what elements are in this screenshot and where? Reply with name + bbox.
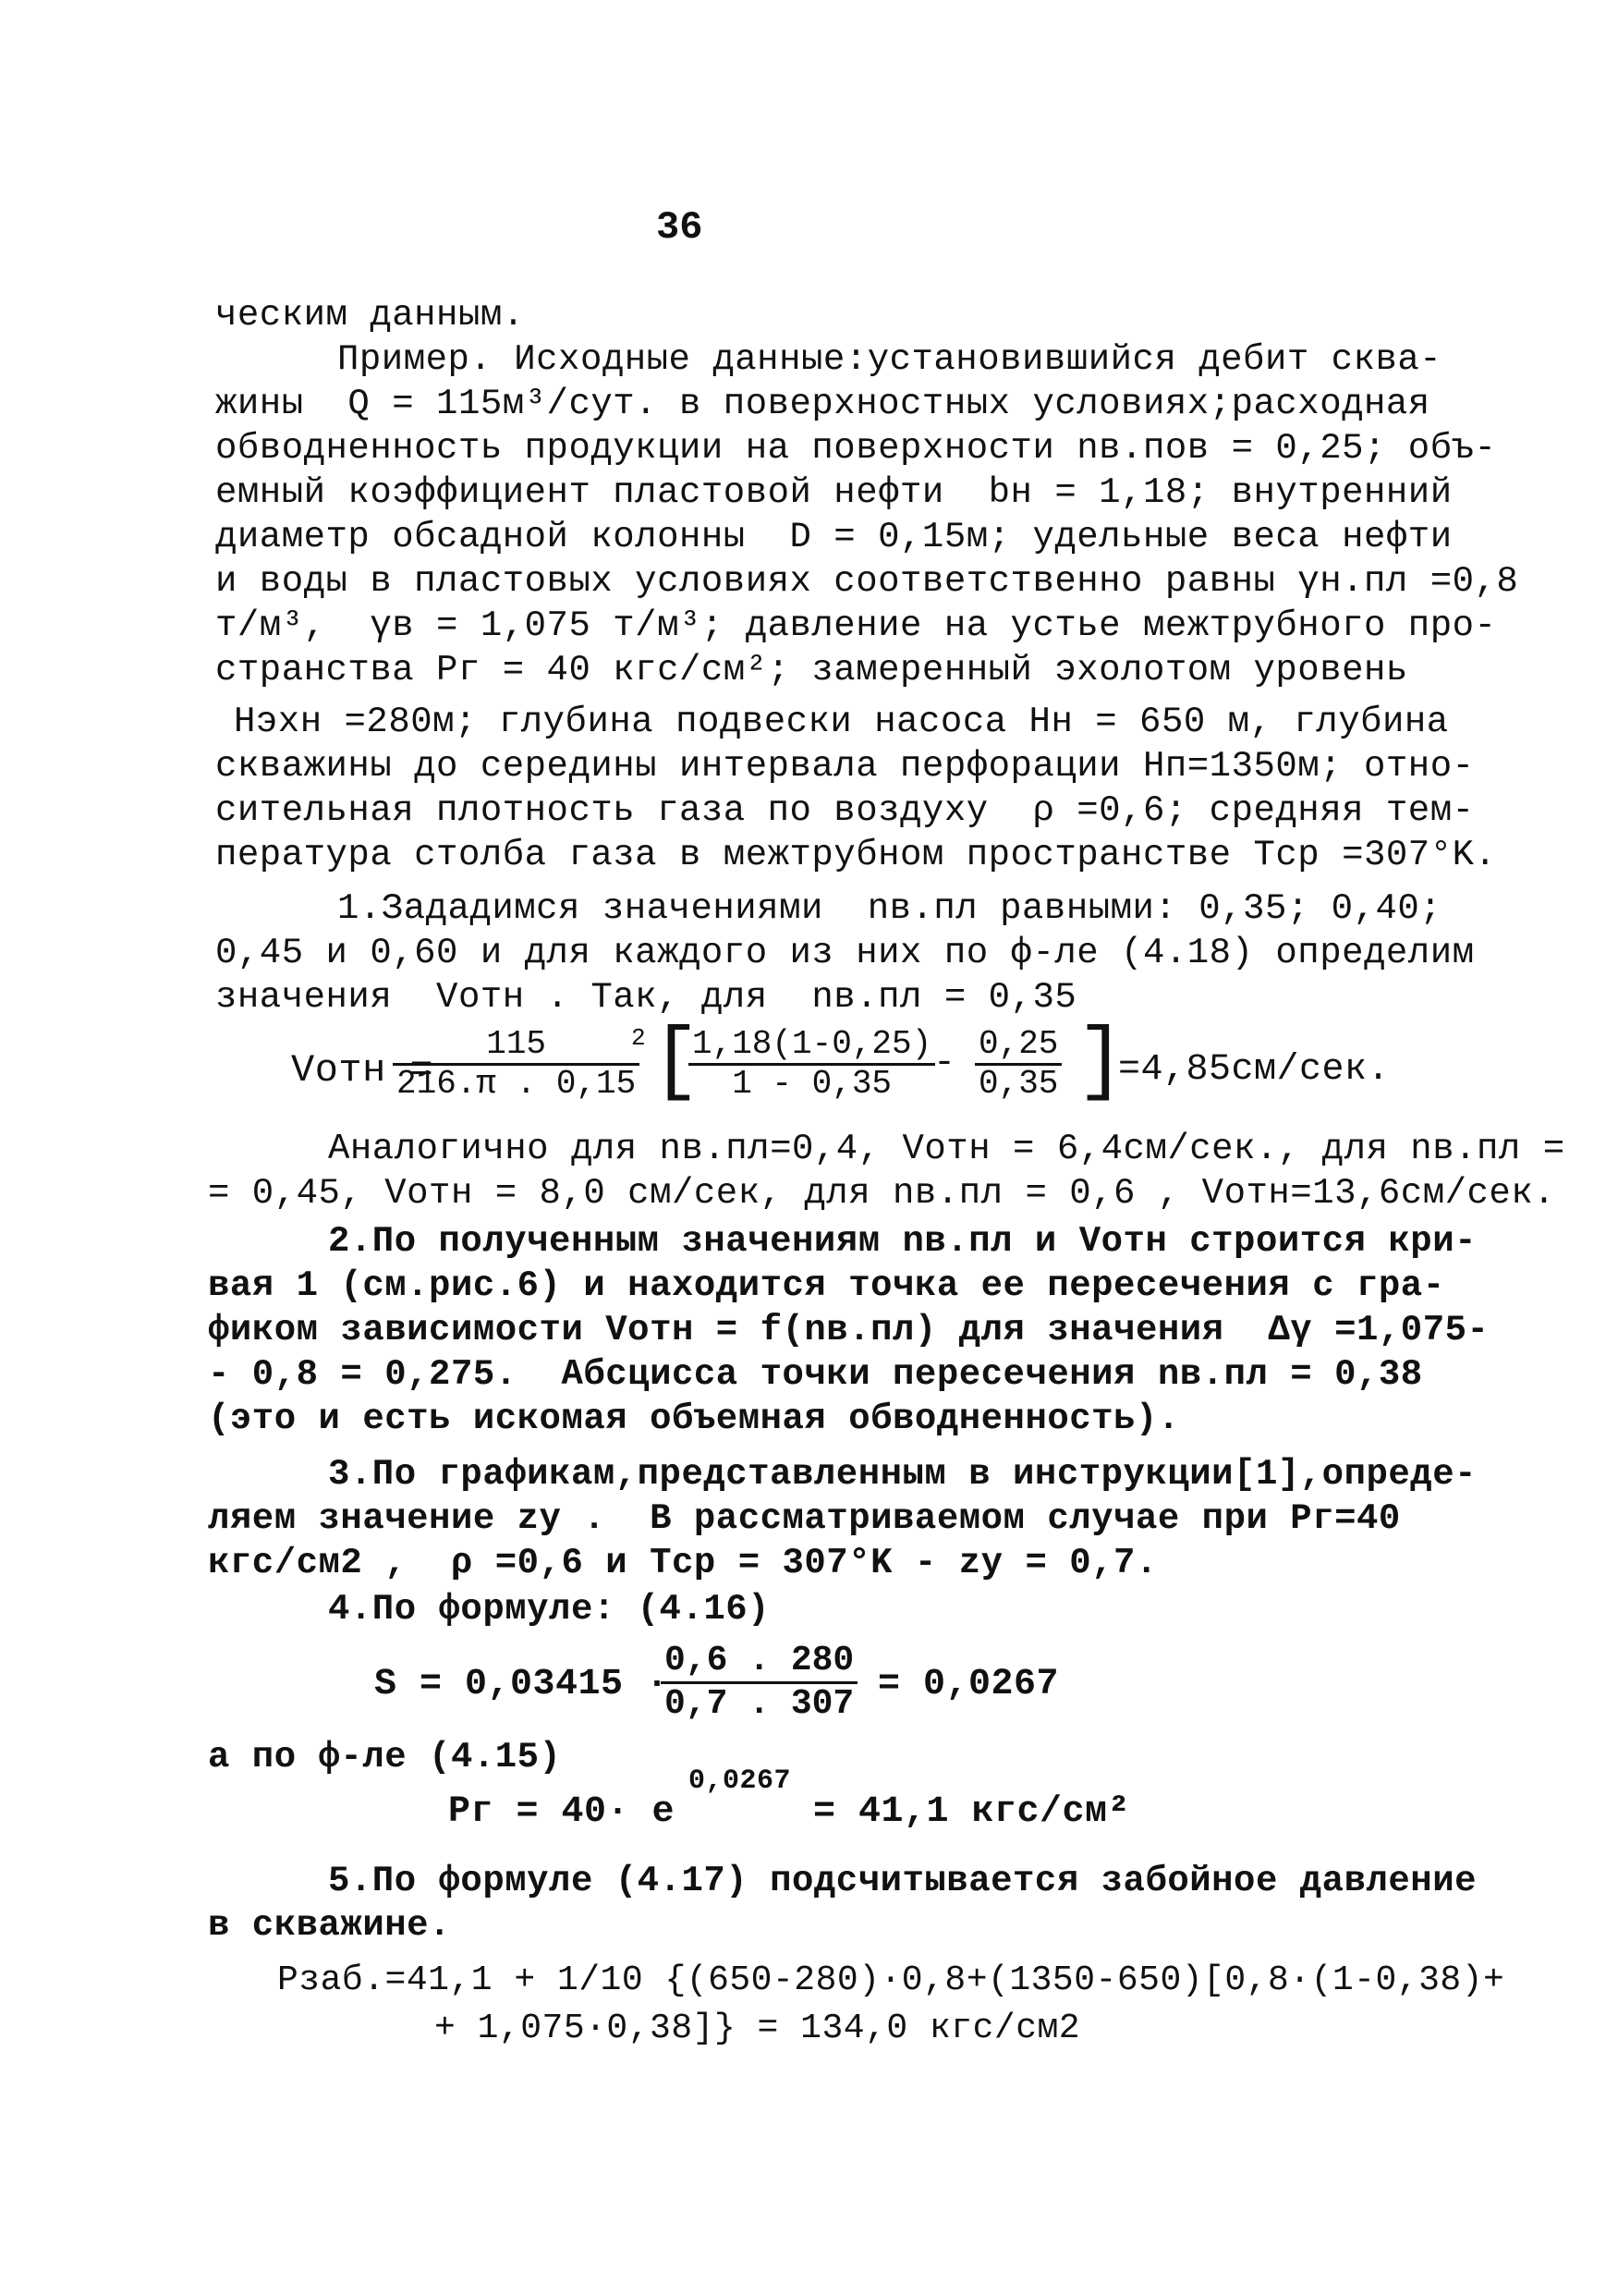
text-line: 5.По формуле (4.17) подсчитывается забойное давление	[328, 1861, 1477, 1901]
formula-s-fraction	[661, 1641, 858, 1725]
text-line: - 0,8 = 0,275. Абсцисса точки пересечения nв.пл = 0,38	[208, 1354, 1423, 1395]
formula-vrel-minus: -	[933, 1043, 956, 1084]
formula-vrel-result: =4,85см/сек.	[1118, 1049, 1391, 1091]
fraction-denominator: 216.π . 0,15	[396, 1065, 637, 1103]
text-line: (это и есть искомая объемная обводненность).	[208, 1398, 1180, 1439]
text-line: Пример. Исходные данные:установившийся дебит сква-	[337, 339, 1442, 380]
text-line: 4.По формуле: (4.16)	[328, 1589, 771, 1630]
formula-pzab-line1: Pзаб.=41,1 + 1/10 {(650-280)·0,8+(1350-650)[0,8·(1-0,38)+	[277, 1960, 1505, 2000]
fraction-numerator: 0,25	[975, 1026, 1062, 1066]
formula-pg-exponent: 0,0267	[688, 1765, 792, 1797]
formula-s-result: = 0,0267	[878, 1664, 1060, 1705]
text-line: емный коэффициент пластовой нефти bн = 1,18; внутренний	[215, 472, 1453, 513]
formula-vrel-fraction3	[975, 1026, 1062, 1103]
text-line: жины Q = 115м³/сут. в поверхностных условиях;расходная	[215, 384, 1430, 424]
fraction-numerator: 115	[393, 1026, 639, 1066]
open-bracket: [	[651, 1017, 700, 1108]
formula-vrel-lhs: Vотн =	[291, 1048, 434, 1093]
text-line: и воды в пластовых условиях соответственно равны γн.пл =0,8	[215, 561, 1519, 602]
text-line: т/м³, γв = 1,075 т/м³; давление на устье межтрубного про-	[215, 605, 1497, 646]
text-line: 0,45 и 0,60 и для каждого из них по ф-ле (4.18) определим	[215, 933, 1475, 973]
fraction-numerator: 0,6 . 280	[661, 1641, 858, 1684]
formula-s-lhs: S = 0,03415 ·	[374, 1664, 669, 1705]
text-line: Hэхн =280м; глубина подвески насоса Hн = 650 м, глубина	[234, 702, 1449, 742]
text-line: обводненность продукции на поверхности nв.пов = 0,25; объ-	[215, 428, 1497, 469]
text-line: 3.По графикам,представленным в инструкции[1],опреде-	[328, 1454, 1477, 1495]
text-line: = 0,45, Vотн = 8,0 см/сек, для nв.пл = 0,6 , Vотн=13,6см/сек.	[208, 1173, 1556, 1214]
close-bracket: ]	[1077, 1017, 1125, 1108]
text-line: а по ф-ле (4.15)	[208, 1737, 562, 1777]
text-line: 1.Зададимся значениями nв.пл равными: 0,35; 0,40;	[337, 888, 1442, 929]
formula-vrel-fraction2	[688, 1026, 935, 1103]
text-line: сительная плотность газа по воздуху ρ =0,6; средняя тем-	[215, 790, 1475, 831]
formula-vrel-fraction1	[393, 1026, 639, 1103]
text-line: в скважине.	[208, 1905, 451, 1946]
text-line: скважины до середины интервала перфорации Hп=1350м; отно-	[215, 746, 1475, 787]
page-number: 36	[656, 205, 703, 250]
formula-vrel-exponent: 2	[631, 1024, 647, 1052]
text-line: странства Pг = 40 кгс/см²; замеренный эхолотом уровень	[215, 650, 1408, 690]
formula-pg-lhs: Pг = 40· e	[448, 1791, 675, 1833]
text-line: кгс/см2 , ρ =0,6 и Tср = 307°K - zу = 0,7.	[208, 1543, 1158, 1583]
fraction-denominator: 0,35	[979, 1065, 1059, 1103]
fraction-denominator: 1 - 0,35	[732, 1065, 893, 1103]
text-line: ляем значение zу . В рассматриваемом случае при Pг=40	[208, 1498, 1401, 1539]
fraction-numerator: 1,18(1-0,25)	[688, 1026, 935, 1066]
text-line: пература столба газа в межтрубном пространстве Tср =307°K.	[215, 835, 1497, 875]
formula-pg-result: = 41,1 кгс/см²	[813, 1791, 1131, 1833]
text-line: Аналогично для nв.пл=0,4, Vотн = 6,4см/сек., для nв.пл =	[328, 1129, 1565, 1169]
text-line: диаметр обсадной колонны D = 0,15м; удельные веса нефти	[215, 517, 1453, 557]
text-line: ческим данным.	[215, 295, 525, 336]
text-line: вая 1 (см.рис.6) и находится точка ее пересечения с гра-	[208, 1265, 1445, 1306]
fraction-denominator: 0,7 . 307	[664, 1684, 855, 1724]
formula-pzab-line2: + 1,075·0,38]} = 134,0 кгс/см2	[434, 2009, 1081, 2048]
text-line: значения Vотн . Так, для nв.пл = 0,35	[215, 977, 1077, 1018]
text-line: фиком зависимости Vотн = f(nв.пл) для значения Δγ =1,075-	[208, 1310, 1490, 1350]
text-line: 2.По полученным значениям nв.пл и Vотн строится кри-	[328, 1221, 1477, 1262]
